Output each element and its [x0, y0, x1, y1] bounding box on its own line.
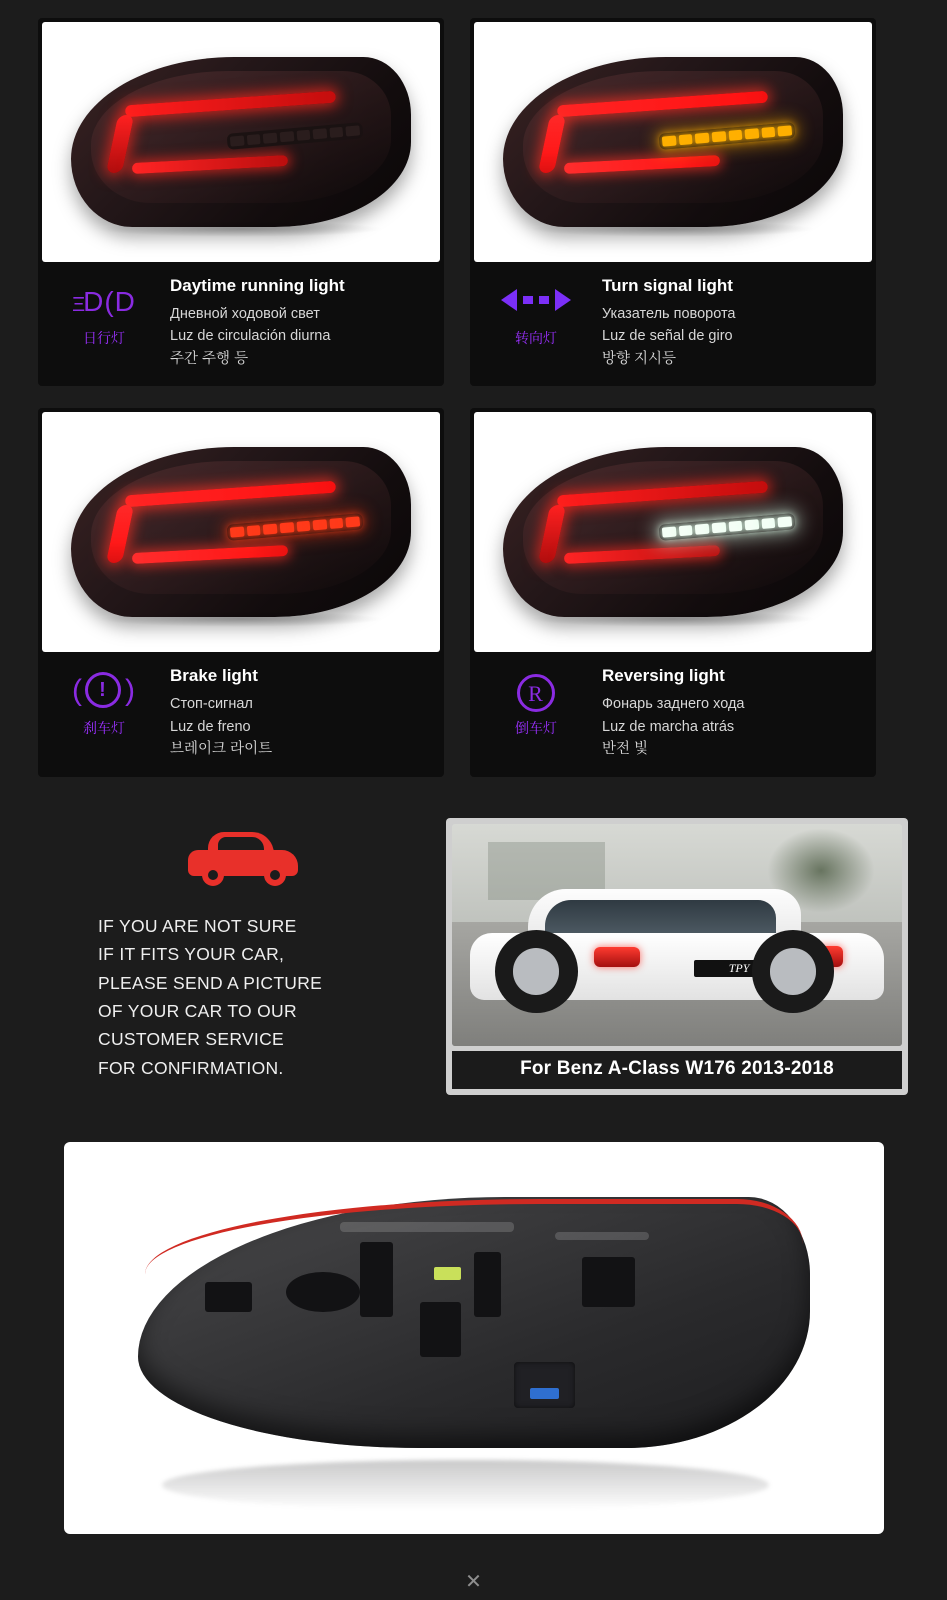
- fitment-notice-text: [98, 912, 388, 1082]
- feature-line-es: Luz de freno: [170, 718, 251, 735]
- footer-mark: ✕: [465, 1571, 482, 1593]
- feature-line-ko: 주간 주행 등: [170, 350, 249, 367]
- notice-line: OF YOUR CAR TO OUR: [98, 1001, 297, 1022]
- reversing-light-icon: [484, 666, 588, 738]
- notice-line: CUSTOMER SERVICE: [98, 1029, 284, 1050]
- fitment-section: [38, 818, 908, 1098]
- license-plate-text: TPY: [694, 960, 785, 977]
- feature-card-turn-signal-light: [470, 18, 876, 386]
- feature-title: Turn signal light: [602, 276, 733, 295]
- lamp-photo-turn-signal-light: [474, 22, 872, 262]
- feature-icon-label-cn: 倒车灯: [515, 720, 557, 737]
- feature-line-ru: Дневной ходовой свет: [170, 306, 320, 322]
- notice-line: IF YOU ARE NOT SURE: [98, 916, 297, 936]
- feature-line-es: Luz de señal de giro: [602, 328, 733, 345]
- arrows-glyph: [484, 282, 588, 322]
- feature-line-es: Luz de marcha atrás: [602, 718, 735, 735]
- feature-line-ru: Указатель поворота: [602, 306, 736, 322]
- notice-line: PLEASE SEND A PICTURE: [98, 972, 323, 993]
- feature-line-ru: Стоп-сигнал: [170, 696, 253, 713]
- feature-card-daytime-running-light: [38, 18, 444, 386]
- tail-light-housing-illustration: [138, 1197, 810, 1448]
- red-car-icon: [188, 828, 298, 886]
- feature-card-reversing-light: [470, 408, 876, 776]
- daytime-running-light-icon: [52, 276, 156, 348]
- reversing-glyph: R: [484, 672, 588, 712]
- feature-text-block: [170, 276, 345, 370]
- tail-light-illustration: [503, 447, 843, 617]
- fitment-caption: For Benz A-Class W176 2013-2018: [452, 1051, 902, 1089]
- feature-line-ko: 반전 빛: [602, 741, 649, 758]
- vehicle-illustration: [470, 882, 884, 1011]
- tail-light-illustration: [71, 57, 411, 227]
- feature-grid: [38, 18, 908, 777]
- feature-line-es: Luz de circulación diurna: [170, 328, 331, 345]
- notice-line: IF IT FITS YOUR CAR,: [98, 944, 285, 965]
- feature-icon-label-cn: 刹车灯: [83, 720, 125, 737]
- vehicle-photo-card: [446, 818, 908, 1095]
- tail-light-illustration: [71, 447, 411, 617]
- feature-title: Brake light: [170, 666, 258, 686]
- lamp-photo-reversing-light: [474, 412, 872, 652]
- lamp-photo-daytime-running-light: [42, 22, 440, 262]
- feature-line-ko: 방향 지시등: [602, 350, 677, 367]
- tail-light-illustration: [503, 57, 843, 227]
- feature-card-brake-light: [38, 408, 444, 776]
- feature-title: Reversing light: [602, 666, 725, 686]
- brake-glyph: ( ! ): [72, 674, 136, 708]
- feature-icon-label-cn: 转向灯: [515, 330, 557, 346]
- feature-text-block: [602, 276, 736, 370]
- lamp-photo-brake-light: [42, 412, 440, 652]
- feature-line-ru: Фонарь заднего хода: [602, 696, 745, 713]
- feature-text-block: [170, 666, 272, 760]
- drl-glyph: ΞD(D: [72, 286, 136, 317]
- notice-line: FOR CONFIRMATION.: [98, 1057, 284, 1078]
- fitment-notice: [98, 828, 388, 1082]
- feature-title: Daytime running light: [170, 276, 345, 295]
- turn-signal-arrows-icon: [484, 276, 588, 348]
- vehicle-photo: [452, 824, 902, 1046]
- feature-line-ko: 브레이크 라이트: [170, 741, 273, 758]
- feature-text-block: [602, 666, 744, 760]
- feature-icon-label-cn: 日行灯: [83, 330, 125, 346]
- product-photo-rear-housing: [64, 1142, 884, 1534]
- brake-light-icon: [52, 666, 156, 738]
